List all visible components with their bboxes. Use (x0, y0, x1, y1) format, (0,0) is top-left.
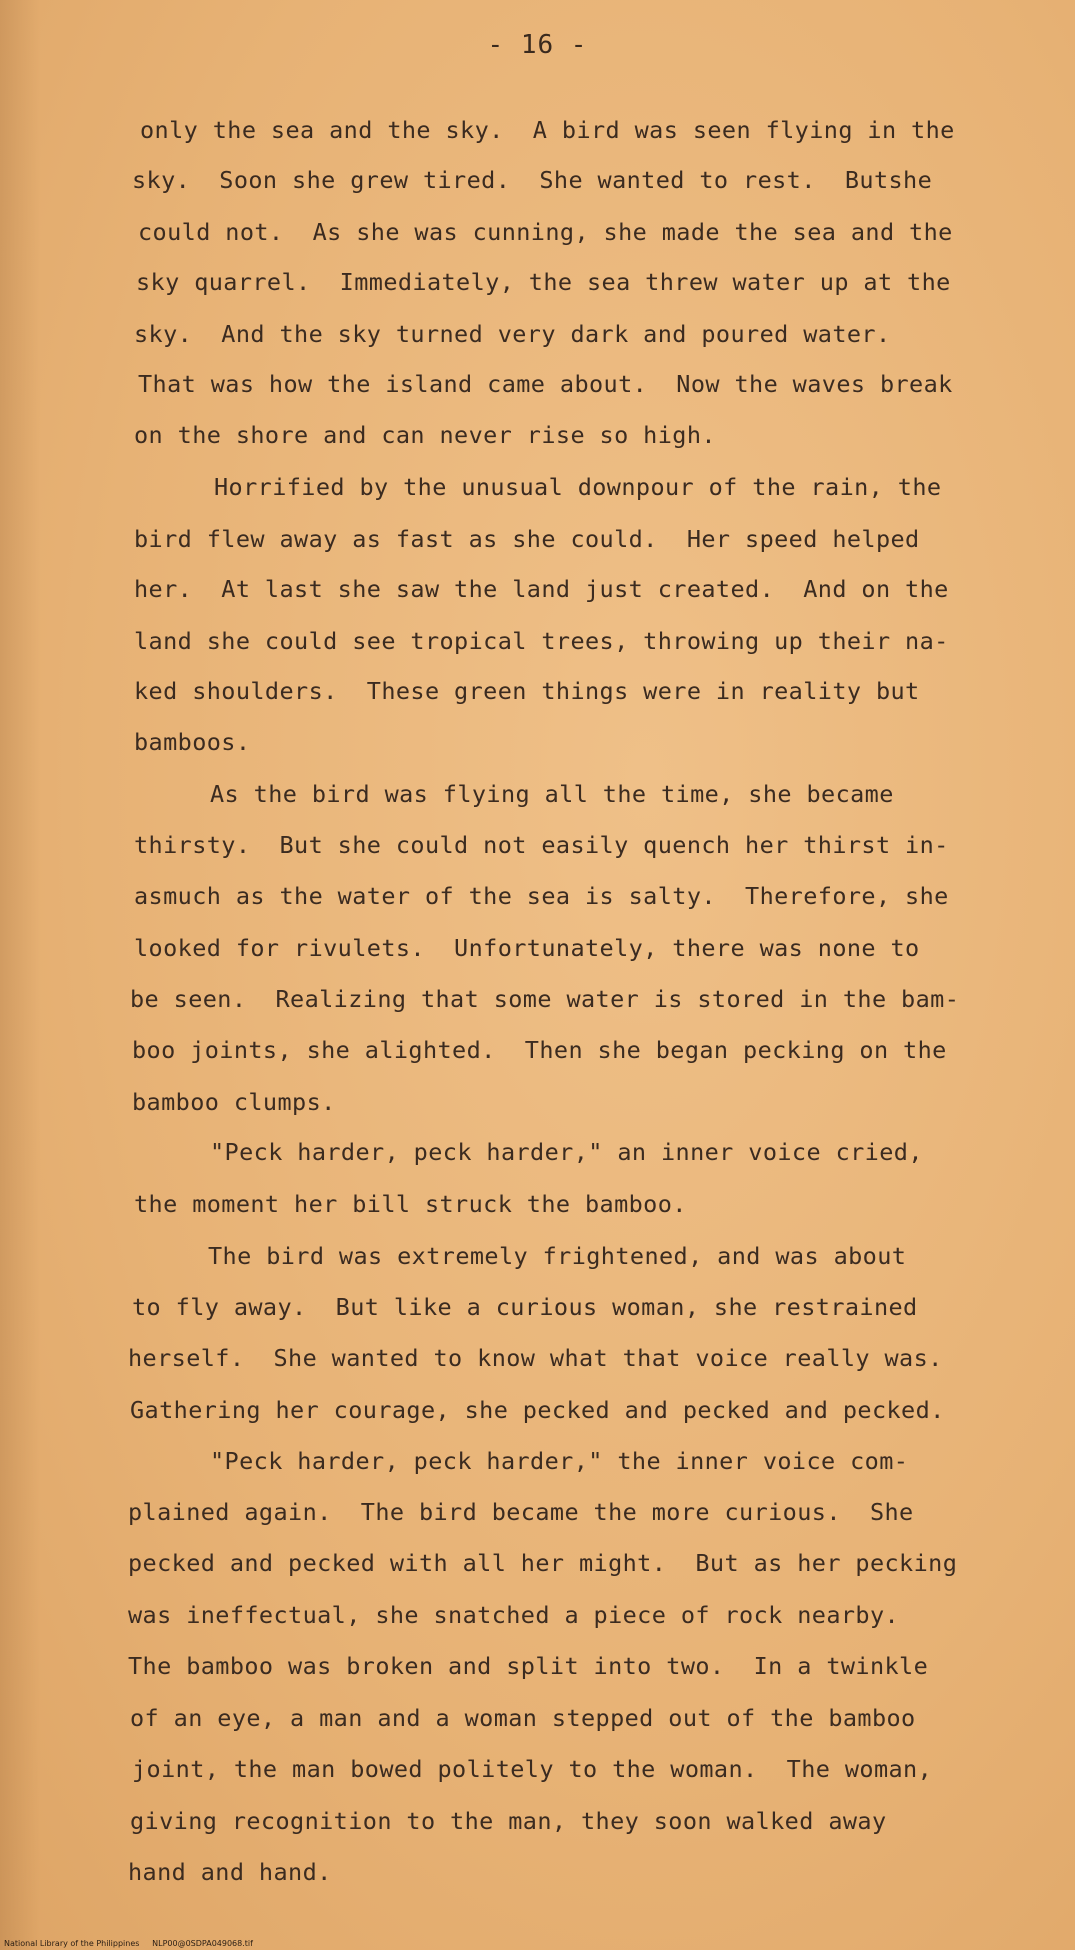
text-line: herself. She wanted to know what that voice really was. (128, 1344, 943, 1372)
text-line: As the bird was flying all the time, she became (210, 780, 894, 808)
text-line: bird flew away as fast as she could. Her speed helped (134, 525, 920, 553)
text-line: land she could see tropical trees, throwing up their na- (134, 627, 949, 655)
text-line: to fly away. But like a curious woman, she restrained (132, 1293, 918, 1321)
text-line: The bamboo was broken and split into two. In a twinkle (128, 1652, 929, 1680)
footer-citation: National Library of the Philippines NLP00@0SDPA049068.tif (4, 1939, 253, 1948)
text-line: sky. And the sky turned very dark and poured water. (134, 320, 891, 348)
text-line: only the sea and the sky. A bird was seen flying in the (140, 116, 955, 144)
text-line: sky quarrel. Immediately, the sea threw water up at the (136, 268, 951, 296)
text-line: "Peck harder, peck harder," the inner voice com- (210, 1447, 909, 1475)
text-line: ked shoulders. These green things were in reality but (134, 677, 920, 705)
text-line: looked for rivulets. Unfortunately, there was none to (134, 934, 920, 962)
text-line: on the shore and can never rise so high. (134, 421, 716, 449)
text-line: bamboo clumps. (132, 1088, 336, 1116)
text-line: That was how the island came about. Now the waves break (138, 370, 953, 398)
text-line: asmuch as the water of the sea is salty. Therefore, she (134, 882, 949, 910)
text-line: The bird was extremely frightened, and was about (208, 1242, 907, 1270)
text-line: the moment her bill struck the bamboo. (134, 1190, 687, 1218)
text-line: giving recognition to the man, they soon walked away (130, 1807, 887, 1835)
text-line: boo joints, she alighted. Then she began pecking on the (132, 1036, 947, 1064)
page-number: - 16 - (487, 30, 588, 60)
text-line: sky. Soon she grew tired. She wanted to rest. Butshe (132, 166, 933, 194)
text-line: her. At last she saw the land just created. And on the (134, 575, 949, 603)
text-line: Gathering her courage, she pecked and pecked and pecked. (130, 1396, 945, 1424)
text-line: could not. As she was cunning, she made the sea and the (138, 218, 953, 246)
text-line: joint, the man bowed politely to the woman. The woman, (132, 1755, 933, 1783)
text-line: was ineffectual, she snatched a piece of rock nearby. (128, 1601, 900, 1629)
text-line: be seen. Realizing that some water is stored in the bam- (130, 985, 960, 1013)
text-line: hand and hand. (128, 1858, 332, 1886)
text-line: Horrified by the unusual downpour of the rain, the (214, 473, 942, 501)
text-line: of an eye, a man and a woman stepped out of the bamboo (130, 1704, 916, 1732)
text-line: plained again. The bird became the more curious. She (128, 1498, 914, 1526)
text-line: thirsty. But she could not easily quench her thirst in- (134, 831, 949, 859)
text-line: pecked and pecked with all her might. But as her pecking (128, 1549, 958, 1577)
text-line: "Peck harder, peck harder," an inner voice cried, (210, 1138, 923, 1166)
text-line: bamboos. (134, 728, 251, 756)
